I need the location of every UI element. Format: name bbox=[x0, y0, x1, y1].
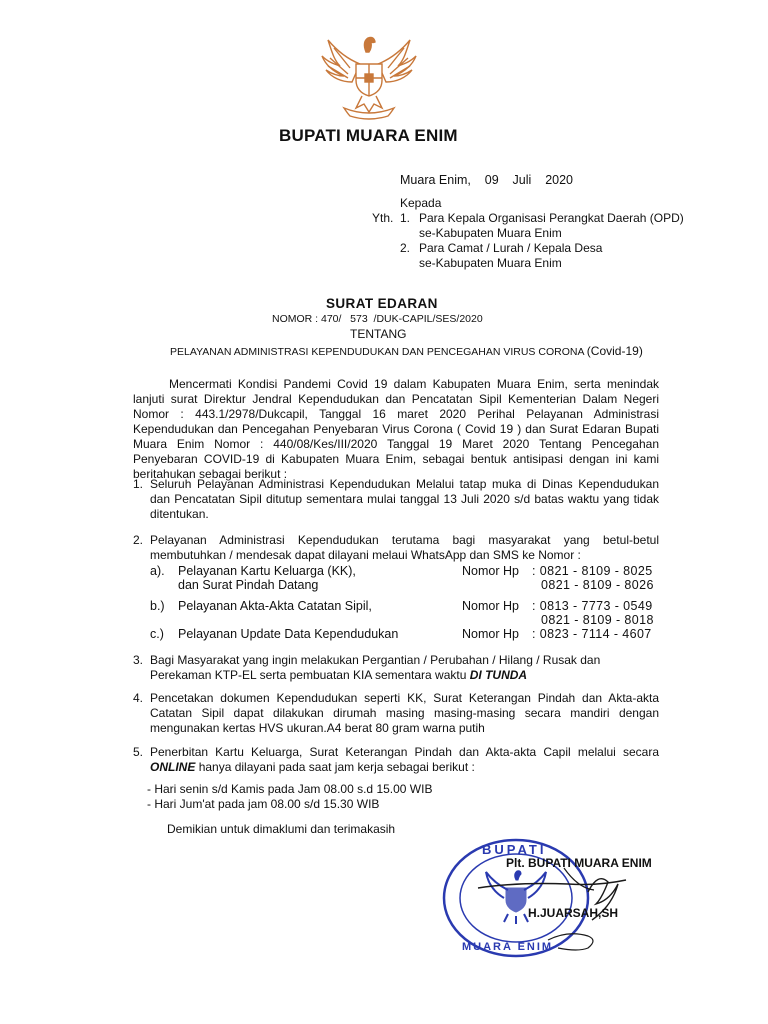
point-3-body: Bagi Masyarakat yang ingin melakukan Pergantian / Perubahan / Hilang / Rusak dan Perekaman KTP-EL serta pembuatan KIA sementara waktu bbox=[150, 653, 601, 682]
stamp-bottom-text: MUARA ENIM bbox=[462, 941, 554, 953]
recipient-num-2: 2. bbox=[400, 241, 411, 255]
signature-name: H.JUARSAH,SH bbox=[528, 906, 619, 920]
service-c-hp: Nomor Hp bbox=[462, 627, 519, 641]
service-a-num1: : 0821 - 8109 - 8025 bbox=[532, 564, 653, 578]
service-a-hp: Nomor Hp bbox=[462, 564, 519, 578]
recipient-line-2: Para Camat / Lurah / Kepala Desa bbox=[419, 241, 603, 255]
service-a-line2: dan Surat Pindah Datang bbox=[178, 578, 319, 592]
point-5-number: 5. bbox=[133, 745, 144, 759]
recipient-line-1: Para Kepala Organisasi Perangkat Daerah (OPD) bbox=[419, 211, 684, 225]
point-2-text: Pelayanan Administrasi Kependudukan terutama bagi masyarakat yang betul-betul membutuhkan / mendesak dapat dilayani melaui WhatsApp dan SMS ke Nomor : bbox=[150, 533, 659, 562]
service-b-num2: 0821 - 8109 - 8018 bbox=[541, 613, 654, 627]
closing-text: Demikian untuk dimaklumi dan terimakasih bbox=[167, 822, 396, 836]
point-2-number: 2. bbox=[133, 533, 144, 547]
service-b-label: b.) bbox=[150, 599, 165, 613]
hours-line-1: - Hari senin s/d Kamis pada Jam 08.00 s.d 15.00 WIB bbox=[147, 782, 433, 796]
recipient-line-1b: se-Kabupaten Muara Enim bbox=[419, 226, 562, 240]
point-5-body-a: Penerbitan Kartu Keluarga, Surat Keterangan Pindah dan Akta-akta Capil melalui secara bbox=[150, 745, 659, 759]
official-stamp-icon bbox=[438, 832, 628, 962]
service-c-num1: : 0823 - 7114 - 4607 bbox=[532, 627, 652, 641]
recipient-kepada: Kepada bbox=[400, 196, 442, 210]
point-4-text: Pencetakan dokumen Kependudukan seperti KK, Surat Keterangan Pindah dan Akta-akta Catatan Sipil dapat dilakukan dirumah masing masing-masing secara mandiri dengan mengunakan kertas HVS ukuran.A4 berat 80 gram warna putih bbox=[150, 691, 659, 735]
point-1-number: 1. bbox=[133, 477, 144, 491]
letter-subject bbox=[170, 344, 643, 358]
point-3-number: 3. bbox=[133, 653, 144, 667]
recipient-yth: Yth. bbox=[372, 211, 394, 225]
service-a-line1: Pelayanan Kartu Keluarga (KK), bbox=[178, 564, 356, 578]
point-1-text: Seluruh Pelayanan Administrasi Kependudukan Melalui tatap muka di Dinas Kependudukan dan Pencatatan Sipil ditutup sementara mulai tanggal 13 Juli 2020 s/d batas waktu yang tidak ditentukan. bbox=[150, 477, 659, 521]
intro-paragraph: Mencermati Kondisi Pandemi Covid 19 dalam Kabupaten Muara Enim, serta menindak lanjuti surat Direktur Jendral Kependudukan dan Pencatatan Sipil Kementerian Dalam Negeri Nomor : 443.1/2978/Dukcapil, Tanggal 16 maret 2020 Perihal Pelayanan Administrasi Kependudukan dan Pencegahan Penyebaran Virus Corona ( Covid 19 ) dan Surat Edaran Bupati Muara Enim Nomor : 440/08/Kes/III/2020 Tanggal 19 Maret 2020 Tentang Pencegahan Penyebaran COVID-19 di Kabupaten Muara Enim, sebagai bentuk antisipasi dengan ini kami beritahukan sebagai berikut : bbox=[133, 377, 659, 481]
service-b-line1: Pelayanan Akta-Akta Catatan Sipil, bbox=[178, 599, 372, 613]
date-place: Muara Enim, 09 Juli 2020 bbox=[400, 173, 573, 187]
recipient-line-2b: se-Kabupaten Muara Enim bbox=[419, 256, 562, 270]
letter-title: SURAT EDARAN bbox=[326, 296, 438, 311]
service-b-hp: Nomor Hp bbox=[462, 599, 519, 613]
point-5-body-b: hanya dilayani pada saat jam kerja sebagai berikut : bbox=[198, 760, 475, 774]
service-a-label: a). bbox=[150, 564, 165, 578]
point-3-text bbox=[150, 653, 659, 683]
point-3-emphasis: DI TUNDA bbox=[469, 668, 528, 682]
point-4-number: 4. bbox=[133, 691, 144, 705]
point-5-text bbox=[150, 745, 659, 775]
service-a-num2: 0821 - 8109 - 8026 bbox=[541, 578, 654, 592]
hours-line-2: - Hari Jum'at pada jam 08.00 s/d 15.30 WIB bbox=[147, 797, 380, 811]
service-c-label: c.) bbox=[150, 627, 164, 641]
stamp-top-text: BUPATI bbox=[482, 842, 547, 857]
letterhead-title: BUPATI MUARA ENIM bbox=[279, 126, 458, 145]
letter-subject-tail: (Covid-19) bbox=[586, 344, 643, 358]
signature-position: Plt. BUPATI MUARA ENIM bbox=[506, 856, 652, 870]
recipient-num-1: 1. bbox=[400, 211, 411, 225]
letter-number: NOMOR : 470/ 573 /DUK-CAPIL/SES/2020 bbox=[272, 313, 483, 325]
point-5-emphasis: ONLINE bbox=[150, 760, 196, 774]
service-c-line1: Pelayanan Update Data Kependudukan bbox=[178, 627, 399, 641]
garuda-emblem-icon bbox=[314, 30, 424, 120]
letter-tentang: TENTANG bbox=[350, 327, 407, 341]
service-b-num1: : 0813 - 7773 - 0549 bbox=[532, 599, 653, 613]
letter-subject-main: PELAYANAN ADMINISTRASI KEPENDUDUKAN DAN PENCEGAHAN VIRUS CORONA bbox=[170, 346, 584, 358]
